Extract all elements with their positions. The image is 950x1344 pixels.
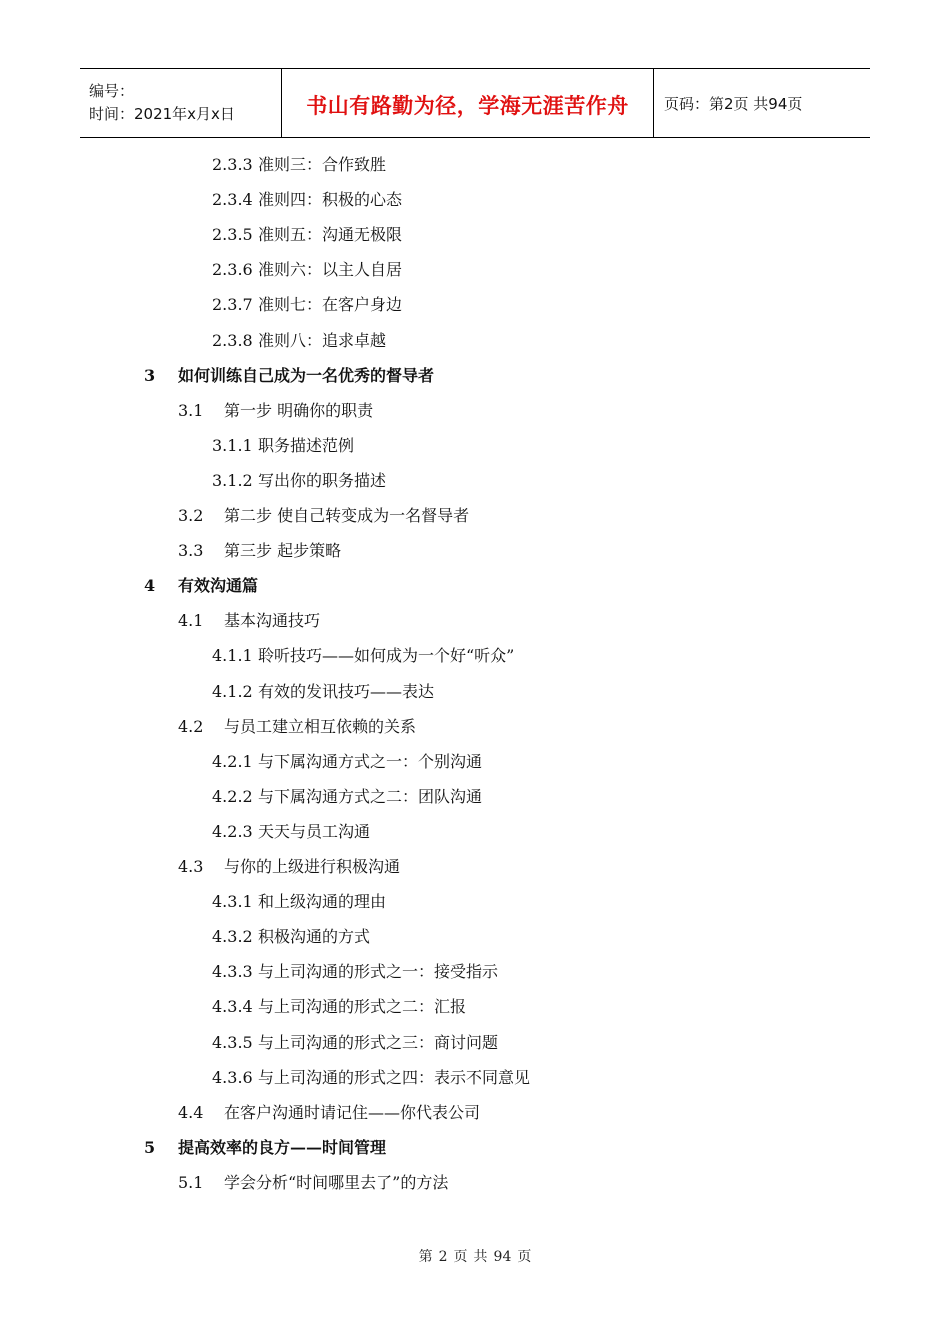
toc-entry-title: 在客户沟通时请记住——你代表公司 [224,1102,481,1122]
toc-entry-number: 2.3.4 [212,190,253,210]
toc-entry-title: 第二步 使自己转变成为一名督导者 [224,506,470,525]
toc-entry-number: 4.3.6 [212,1067,253,1087]
toc-entry-number: 4.2 [178,716,204,736]
footer-total-pages: 94 [493,1249,512,1265]
toc-entry-number: 3.3 [178,541,204,561]
toc-entry-number: 5 [144,1137,156,1157]
toc-entry-title: 聆听技巧——如何成为一个好“听众” [258,646,515,666]
toc-entry-title: 与员工建立相互依赖的关系 [224,716,417,736]
toc-entry[interactable] [178,504,469,528]
toc-entry-title: 基本沟通技巧 [224,611,321,631]
toc-entry[interactable] [212,293,402,317]
toc-entry-number: 4.2.3 [212,821,253,841]
toc-entry[interactable] [212,750,482,774]
toc-entry-title: 与下属沟通方式之二：团队沟通 [258,786,483,806]
toc-entry[interactable] [212,785,482,809]
toc-entry-number: 4.3.1 [212,892,253,912]
toc-entry-title: 有效沟通篇 [178,576,259,596]
toc-entry-title: 和上级沟通的理由 [258,892,387,912]
toc-entry-title: 有效的发讯技巧——表达 [258,681,435,701]
toc-entry[interactable] [178,539,341,563]
toc-entry-title: 与下属沟通方式之一：个别沟通 [258,751,483,771]
toc-entry[interactable] [212,820,370,844]
toc-entry-title: 准则四：积极的心态 [258,190,403,210]
toc-entry-title: 与你的上级进行积极沟通 [224,857,401,876]
toc-entry-number: 2.3.6 [212,260,253,280]
toc-entry[interactable] [212,1066,530,1090]
toc-entry-title: 天天与员工沟通 [258,821,371,841]
toc-entry-title: 准则六：以主人自居 [258,260,403,280]
toc-entry[interactable] [212,469,386,493]
toc-entry-number: 3.1.1 [212,435,253,455]
toc-entry-title: 准则三：合作致胜 [258,155,387,174]
page-header [80,68,870,138]
toc-entry[interactable] [144,364,434,388]
toc-entry-number: 2.3.3 [212,155,253,174]
toc-entry[interactable] [178,609,320,633]
toc-entry[interactable] [144,1136,386,1160]
toc-entry[interactable] [178,855,400,879]
toc-entry[interactable] [212,329,386,353]
toc-entry-title: 与上司沟通的形式之一：接受指示 [258,962,499,982]
toc-entry[interactable] [212,188,402,212]
page-number-label: 页码：第2页 共94页 [664,94,803,113]
toc-entry-title: 第一步 明确你的职责 [224,400,374,420]
toc-entry[interactable] [212,258,402,282]
toc-entry-title: 与上司沟通的形式之三：商讨问题 [258,1032,499,1052]
toc-entry-title: 如何训练自己成为一名优秀的督导者 [178,365,435,385]
toc-entry-title: 与上司沟通的形式之四：表示不同意见 [258,1067,531,1087]
toc-entry[interactable] [212,153,386,177]
toc-entry[interactable] [212,680,434,704]
toc-entry-number: 4.1.2 [212,681,253,701]
toc-entry-number: 4.2.1 [212,751,253,771]
toc-entry[interactable] [212,890,386,914]
toc-entry[interactable] [212,223,402,247]
toc-entry-number: 4.3.4 [212,997,253,1017]
toc-entry[interactable] [212,434,354,458]
toc-entry[interactable] [212,960,498,984]
toc-entry[interactable] [178,1171,448,1195]
toc-entry[interactable] [178,399,373,423]
toc-entry-title: 提高效率的良方——时间管理 [178,1137,387,1157]
toc-entry-number: 4.1 [178,611,204,631]
time-label: 时间：2021年x月x日 [89,105,235,123]
toc-entry[interactable] [178,715,416,739]
footer-ye: 页 [453,1249,468,1265]
footer-di: 第 [418,1249,433,1265]
toc-entry-title: 写出你的职务描述 [258,470,387,490]
page-footer [0,1246,950,1266]
toc-entry-number: 3.2 [178,506,204,525]
toc-entry-title: 积极沟通的方式 [258,927,371,947]
header-motto-cell [282,69,654,137]
header-page-cell [654,69,870,137]
doc-number-label: 编号： [89,82,135,100]
toc-entry-number: 2.3.7 [212,295,253,315]
toc-entry-title: 学会分析“时间哪里去了”的方法 [224,1172,449,1192]
toc-entry-number: 4.4 [178,1102,204,1122]
toc-entry-title: 职务描述范例 [258,435,355,455]
header-info-cell [80,69,282,137]
header-motto: 书山有路勤为径，学海无涯苦作舟 [306,94,629,118]
toc-entry-number: 4.3.5 [212,1032,253,1052]
toc-entry[interactable] [212,995,466,1019]
toc-entry-number: 3 [144,365,156,385]
toc-entry[interactable] [212,644,514,668]
toc-entry-number: 4.3.2 [212,927,253,947]
footer-ye2: 页 [517,1249,532,1265]
footer-page-number: 2 [438,1249,448,1265]
toc-entry[interactable] [212,1031,498,1055]
toc-entry-number: 4.1.1 [212,646,253,666]
toc-entry[interactable] [144,574,258,598]
toc-entry-number: 3.1 [178,400,204,420]
toc-entry-title: 准则五：沟通无极限 [258,225,403,245]
toc-entry-title: 准则七：在客户身边 [258,295,403,315]
toc-entry-number: 4.2.2 [212,786,253,806]
toc-entry-title: 准则八：追求卓越 [258,330,387,350]
toc-entry-number: 5.1 [178,1172,204,1192]
toc-entry-number: 3.1.2 [212,470,253,490]
footer-gong: 共 [473,1249,488,1265]
toc-entry-number: 2.3.8 [212,330,253,350]
toc-entry-number: 2.3.5 [212,225,253,245]
toc-entry-title: 与上司沟通的形式之二：汇报 [258,997,467,1017]
toc-entry[interactable] [178,1101,480,1125]
toc-entry[interactable] [212,925,370,949]
toc-entry-number: 4.3.3 [212,962,253,982]
toc-entry-title: 第三步 起步策略 [224,541,342,561]
toc-entry-number: 4 [144,576,156,596]
toc-entry-number: 4.3 [178,857,204,876]
